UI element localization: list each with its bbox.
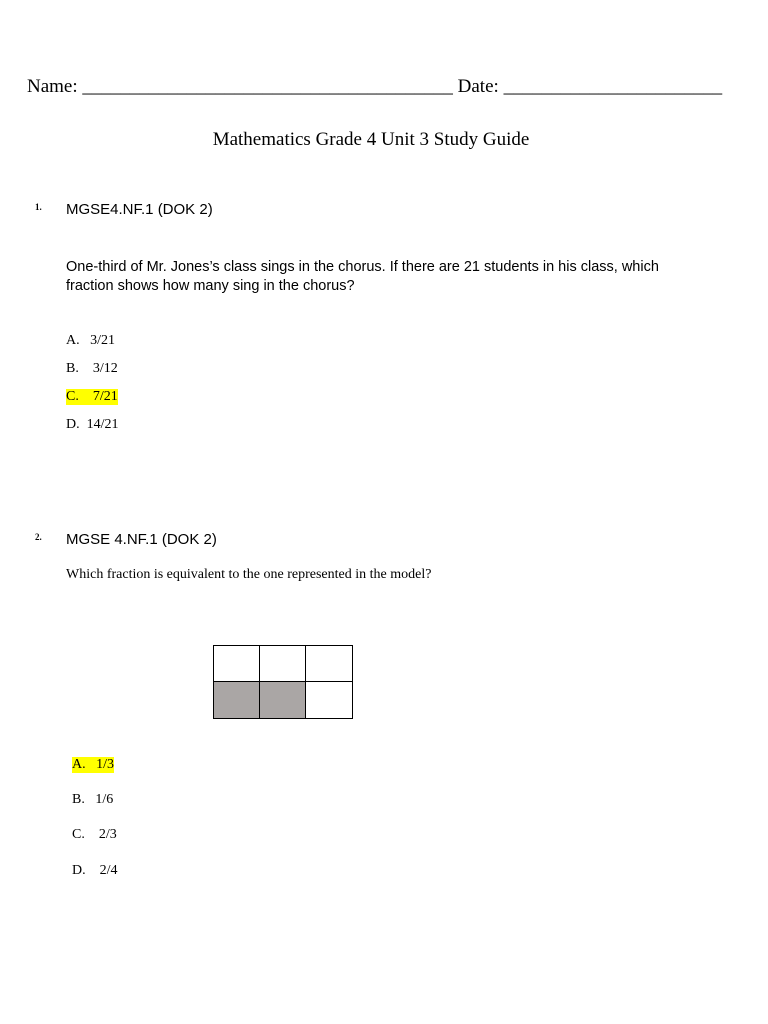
page-title: Mathematics Grade 4 Unit 3 Study Guide — [212, 129, 530, 150]
option-value: 7/21 — [92, 389, 118, 404]
option-letter: C. — [72, 827, 85, 842]
model-cell — [306, 682, 352, 718]
option-value: 3/12 — [92, 361, 118, 376]
model-cell — [306, 646, 352, 682]
model-cell — [260, 646, 306, 682]
question-text: Which fraction is equivalent to the one represented in the model? — [66, 567, 432, 582]
name-blank: _______________________________________ — [82, 76, 453, 97]
option-value: 2/3 — [98, 827, 117, 842]
question-standard: MGSE4.NF.1 (DOK 2) — [66, 201, 213, 218]
name-date-line — [27, 76, 722, 98]
option-letter: D. — [72, 863, 86, 878]
answer-option — [66, 333, 115, 349]
option-letter: D. — [66, 417, 80, 432]
option-letter: A. — [66, 333, 80, 348]
date-label: Date: — [457, 76, 499, 97]
question-number: 2. — [35, 532, 42, 542]
answer-option-highlighted — [66, 389, 118, 405]
option-value: 3/21 — [90, 333, 116, 348]
option-value: 14/21 — [86, 417, 119, 432]
answer-option — [72, 863, 118, 879]
answer-option — [66, 361, 118, 377]
option-value: 1/3 — [96, 757, 115, 772]
option-letter: B. — [72, 792, 85, 807]
fraction-model — [213, 645, 353, 719]
fraction-model-grid — [213, 645, 353, 719]
option-letter: A. — [72, 757, 86, 772]
question-standard: MGSE 4.NF.1 (DOK 2) — [66, 531, 217, 548]
date-blank: _______________________ — [503, 76, 723, 97]
name-label: Name: — [27, 76, 78, 97]
model-cell-shaded — [214, 682, 260, 718]
model-cell — [214, 646, 260, 682]
option-value: 1/6 — [95, 792, 114, 807]
question-number: 1. — [35, 202, 42, 212]
answer-option — [66, 417, 119, 433]
answer-option — [72, 792, 113, 808]
answer-option-highlighted — [72, 757, 114, 773]
option-value: 2/4 — [99, 863, 118, 878]
model-cell-shaded — [260, 682, 306, 718]
option-letter: C. — [66, 389, 79, 404]
answer-option — [72, 827, 117, 843]
question-text: One-third of Mr. Jones’s class sings in the chorus. If there are 21 students in his class, which fraction shows how many sing in the chorus? — [66, 259, 659, 294]
option-letter: B. — [66, 361, 79, 376]
